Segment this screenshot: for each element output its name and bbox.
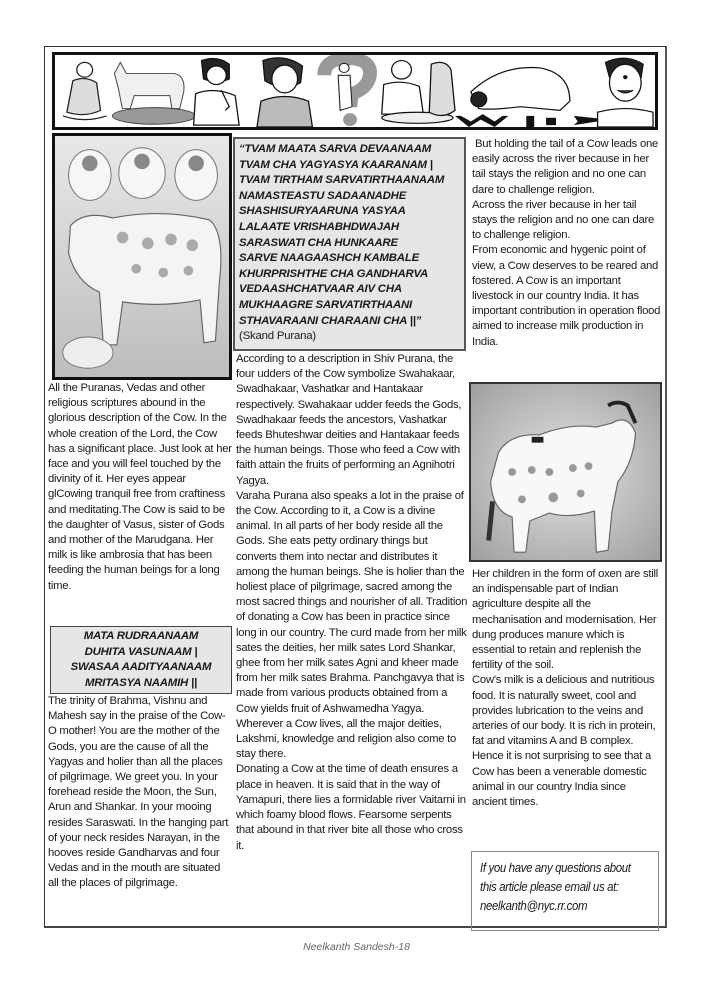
mantra-left-line: MATA RUDRAANAAM: [83, 630, 199, 642]
contact-line-2: this article please email us at:: [480, 879, 619, 894]
cow-deities-image: [52, 133, 232, 380]
right-paragraph-4: Her children in the form of oxen are still an indispensable part of Indian agriculture despite all the mechanisation and modernisation. Her dung produces manure which is essential to retain and replenish the fertility of the soil.: [472, 568, 659, 672]
mantra-line: SHASHISURYAARUNA YASYAA: [239, 205, 406, 218]
middle-paragraph-2: Varaha Purana also speaks a lot in the praise of the Cow. According to it, a Cow is a divine animal. In all parts of her body reside all the Gods. She eats petty ordinary things but converts them into nectar and distributes it among the human beings. She is holier than the holiest place of pilgrimage, sacred among the most sacred things and nourisher of all. Tradition of donating a Cow has been in practice since long in our country. The curd made from her milk sates the deities, her milk sates Lord Shankar, ghee from her milk sates Agni and kheer made from her milk sates Brahma. Panchgavya that is made from various products obtained from a Cow yields fruit of Ashwamedha Yagya. Wherever a Cow lives, all the major deities, Lakshmi, knowledge and religion also come to stay there.: [236, 489, 468, 761]
mantra-box-left: [50, 626, 232, 694]
left-paragraph-1: All the Puranas, Vedas and other religious scriptures abound in the glorious description of the Cow. In the whole creation of the Lord, the Cow has a significant place. Just look at her face and you will feel touched by the divinity of it. Her eyes appear glCowing tranquil free from craftiness and meditating.The Cow is said to be the daughter of Vasus, sister of Gods and mother of the Marudgana. Her milk is like ambrosia that has been feeding the human beings for a long time.: [48, 382, 232, 592]
left-column-lower: [48, 694, 232, 892]
mantra-left-line: SWASAA AADITYAANAAM: [70, 661, 212, 674]
cow-with-deities-icon: [55, 136, 229, 377]
mantra-left-line: MRITASYA NAAMIH ||: [84, 676, 198, 689]
cartoon-strip-icon: [55, 55, 655, 127]
white-cow-icon: [471, 384, 660, 560]
mantra-line: SARASWATI CHA HUNKAARE: [239, 236, 398, 249]
right-paragraph-2: Across the river because in her tail stays the religion and no one can dare to challenge religion.: [472, 198, 655, 242]
mantra-line: TVAM CHA YAGYASYA KAARANAM |: [239, 158, 433, 171]
mantra-line: VEDAASHCHATVAAR AIV CHA: [239, 283, 402, 296]
white-cow-image: [469, 382, 662, 562]
mantra-box-main: [233, 137, 466, 351]
mantra-line: STHAVARAANI CHARAANI CHA ||”: [239, 314, 422, 327]
mantra-line: KHURPRISHTHE CHA GANDHARVA: [239, 267, 429, 280]
mantra-line: SARVE NAAGAASHCH KAMBALE: [239, 252, 419, 265]
contact-box: [471, 851, 659, 931]
mantra-line: TVAM TIRTHAM SARVATIRTHAANAAM: [239, 174, 445, 187]
right-column-lower: [472, 567, 662, 810]
middle-column: [236, 352, 468, 854]
contact-line-1: If you have any questions about: [480, 860, 631, 875]
mantra-line: LALAATE VRISHABHDWAJAH: [239, 220, 399, 233]
middle-paragraph-1: According to a description in Shiv Purana, the four udders of the Cow symbolize Swahakaar, Swadhakaar, Vashatkar and Hantakaar respectively. Swahakaar udder feeds the Gods, Swadhakaar feeds the ancestors, Vashatkar feeds Bhuteshwar deities and Hantakaar feeds the human beings. Those who feed a Cow with faith attain the fruits of performing an Agnihotri Yagya.: [236, 353, 462, 487]
mantra-line: MUKHAAGRE SARVATIRTHAANI: [239, 298, 413, 311]
banner-illustration: [52, 52, 658, 130]
middle-paragraph-3: Donating a Cow at the time of death ensures a place in heaven. It is said that in the way of Yamapuri, there lies a formidable river Vaitarni in which foamy blood flows. Fearsome serpents that abound in that river bite all those who cross it.: [236, 763, 466, 852]
mantra-line: NAMASTEASTU SADAANADHE: [239, 189, 407, 202]
right-paragraph-5: Cow's milk is a delicious and nutritious food. It is naturally sweet, cool and provides lubrication to the veins and arteries of our body. It is rich in protein, fat and vitamins A and B complex. Hence it is not surprising to see that a Cow has been a venerable domestic animal in our country India since ancient times.: [472, 674, 656, 809]
mantra-line: “TVAM MAATA SARVA DEVAANAAM: [239, 143, 432, 155]
right-column: [472, 137, 662, 350]
mantra-left-line: DUHITA VASUNAAM |: [84, 645, 198, 658]
left-column: [48, 381, 232, 594]
right-paragraph-3: From economic and hygenic point of view, a Cow deserves to be reared and fostered. A Cow is an important livestock in our country India. It has important contribution in operation flood aimed to increase milk production in India.: [472, 244, 661, 348]
mantra-attribution: (Skand Purana): [239, 330, 316, 343]
contact-email-link[interactable]: neelkanth@nyc.rr.com: [480, 898, 588, 913]
left-paragraph-2: The trinity of Brahma, Vishnu and Mahesh say in the praise of the Cow- O mother! You are the mother of the Gods, you are the cause of all the Yagyas and holier than all the places of pilgrimage. We greet you. In your forehead reside the Moon, the Sun, Arun and Shankar. In your mooing resides Saraswati. In the hanging part of your neck resides Narayan, in the hooves reside Gandharvas and four Vedas and in the mouth are situated all the places of pilgrimage.: [48, 695, 229, 890]
right-paragraph-1: But holding the tail of a Cow leads one easily across the river because in her tail stays the religion and no one can dare to challenge religion.: [472, 138, 659, 196]
page-footer: Neelkanth Sandesh-18: [303, 941, 410, 953]
